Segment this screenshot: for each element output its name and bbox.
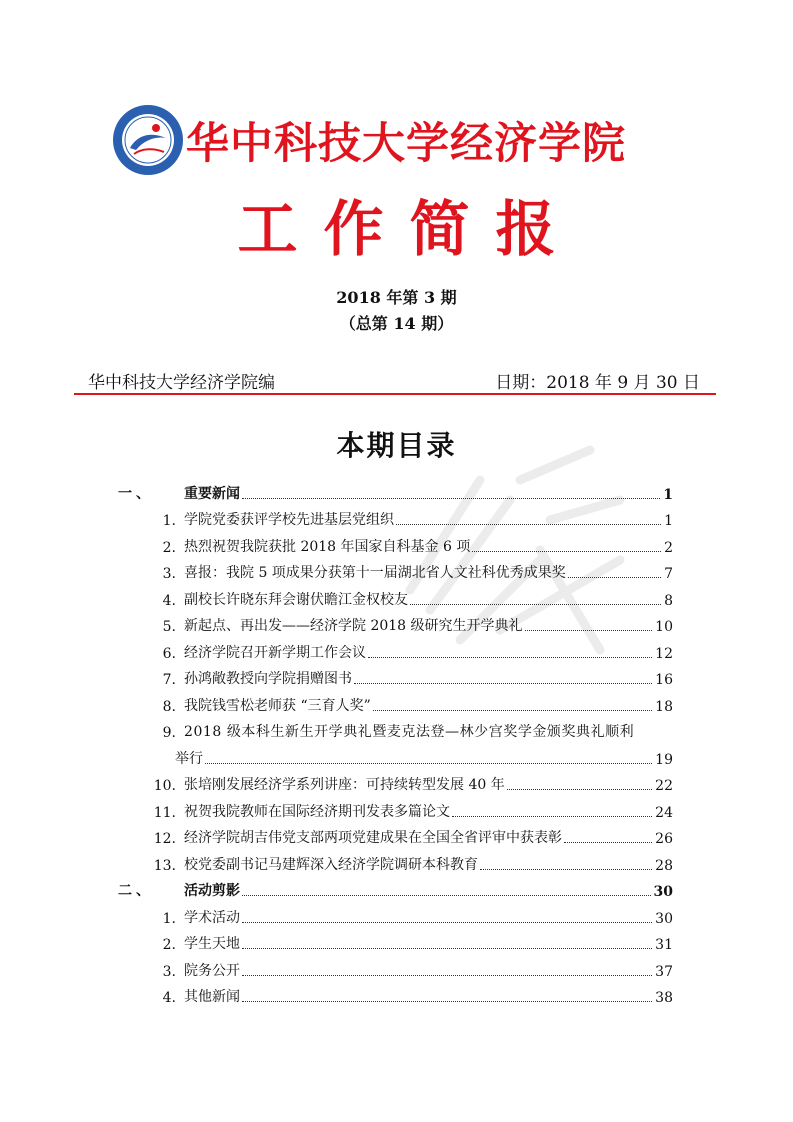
item-label: 学院党委获评学校先进基层党组织 (184, 512, 394, 528)
item-number: 11. (153, 804, 176, 821)
page-number: 7 (664, 566, 673, 582)
page-number: 30 (653, 884, 673, 900)
dot-leader (452, 816, 652, 817)
dot-leader (568, 577, 661, 578)
dot-leader (396, 524, 661, 525)
item-label: 院务公开 (184, 962, 240, 979)
page-number: 31 (655, 937, 673, 953)
item-number: 2. (162, 937, 176, 953)
item-label: 喜报：我院 5 项成果分获第十一届湖北省人文社科优秀成果奖 (184, 565, 566, 581)
item-label: 其他新闻 (184, 989, 240, 1005)
toc-item[interactable] (118, 821, 673, 848)
item-number: 1. (162, 513, 176, 529)
toc-item[interactable] (118, 847, 673, 874)
dot-leader (373, 710, 652, 711)
item-number: 12. (153, 831, 176, 847)
table-of-contents (118, 476, 673, 1006)
page-number: 8 (664, 592, 673, 609)
dot-leader (472, 551, 661, 552)
item-number: 10. (153, 778, 176, 794)
page-number: 16 (655, 672, 673, 688)
dot-leader (242, 895, 651, 896)
item-number: 8. (162, 698, 176, 715)
item-number: 13. (153, 857, 176, 874)
page-number: 1 (663, 486, 673, 503)
dot-leader (242, 1001, 652, 1002)
publish-date: 日期：2018 年 9 月 30 日 (495, 373, 700, 393)
item-number: 1. (162, 910, 176, 927)
report-title: 工作简报 (237, 195, 582, 265)
toc-item[interactable] (118, 768, 673, 795)
toc-item-continued[interactable] (175, 741, 673, 768)
dot-leader (525, 630, 653, 631)
page-number: 10 (655, 619, 673, 635)
dot-leader (205, 763, 652, 764)
issue-number: 2018 年第 3 期 (336, 288, 457, 307)
item-label: 2018 级本科生新生开学典礼暨麦克法登—林少宫奖学金颁奖典礼顺利 (184, 724, 635, 740)
item-label: 学生天地 (184, 936, 240, 952)
item-label-continued: 举行 (175, 750, 203, 767)
item-number: 5. (162, 619, 176, 635)
toc-item[interactable] (118, 927, 673, 954)
item-number: 6. (162, 645, 176, 662)
toc-item[interactable] (118, 609, 673, 636)
dot-leader (354, 683, 652, 684)
item-label: 孙鸿敞教授向学院捐赠图书 (184, 671, 352, 687)
dot-leader (368, 657, 652, 658)
page-number: 19 (655, 751, 673, 768)
toc-item[interactable] (118, 635, 673, 662)
issue-total: （总第 14 期） (339, 314, 454, 333)
school-logo-icon (112, 104, 184, 176)
page-number: 1 (664, 513, 673, 529)
toc-title: 本期目录 (336, 429, 457, 462)
section-label: 重要新闻 (184, 485, 240, 502)
item-label: 校党委副书记马建辉深入经济学院调研本科教育 (184, 856, 478, 873)
dot-leader (242, 975, 652, 976)
item-number: 3. (162, 963, 176, 980)
dot-leader (242, 922, 652, 923)
item-label: 祝贺我院教师在国际经济期刊发表多篇论文 (184, 803, 450, 820)
item-label: 新起点、再出发——经济学院 2018 级研究生开学典礼 (184, 618, 523, 634)
dot-leader (480, 869, 652, 870)
toc-item[interactable] (118, 715, 673, 742)
item-number: 7. (162, 672, 176, 688)
page-number: 2 (664, 539, 673, 556)
page-number: 37 (655, 963, 673, 980)
toc-item[interactable] (118, 503, 673, 530)
toc-item[interactable] (118, 582, 673, 609)
item-label: 张培刚发展经济学系列讲座：可持续转型发展 40 年 (184, 777, 505, 793)
section-label: 活动剪影 (184, 883, 240, 899)
section-number: 一、 (118, 485, 154, 502)
page-number: 12 (655, 645, 673, 662)
dot-leader (242, 948, 652, 949)
dot-leader (242, 498, 660, 499)
page-number: 28 (655, 857, 673, 874)
school-title: 华中科技大学经济学院 (186, 119, 626, 169)
item-number: 9. (162, 725, 176, 741)
toc-item[interactable] (118, 794, 673, 821)
page-number: 38 (655, 990, 673, 1006)
page-number: 22 (655, 778, 673, 794)
toc-item[interactable] (118, 900, 673, 927)
item-number: 3. (162, 566, 176, 582)
item-label: 热烈祝贺我院获批 2018 年国家自科基金 6 项 (184, 538, 471, 555)
item-number: 4. (162, 592, 176, 609)
toc-item[interactable] (118, 688, 673, 715)
item-label: 副校长许晓东拜会谢伏瞻江金权校友 (184, 591, 408, 608)
dot-leader (410, 604, 661, 605)
toc-item[interactable] (118, 980, 673, 1007)
item-label: 学术活动 (184, 909, 240, 926)
section-number: 二、 (118, 883, 154, 899)
dot-leader (564, 842, 652, 843)
item-number: 4. (162, 990, 176, 1006)
toc-section-2[interactable] (118, 874, 673, 901)
toc-item[interactable] (118, 556, 673, 583)
page-number: 26 (655, 831, 673, 847)
page-number: 30 (655, 910, 673, 927)
report-header (0, 0, 793, 400)
dot-leader (507, 789, 652, 790)
toc-item[interactable] (118, 662, 673, 689)
toc-item[interactable] (118, 529, 673, 556)
page-number: 18 (655, 698, 673, 715)
toc-section-1[interactable] (118, 476, 673, 503)
item-number: 2. (162, 539, 176, 556)
page-number: 24 (655, 804, 673, 821)
toc-item[interactable] (118, 953, 673, 980)
item-label: 我院钱雪松老师获 “三育人奖” (184, 697, 371, 714)
item-label: 经济学院召开新学期工作会议 (184, 644, 366, 661)
header-divider (74, 393, 716, 395)
item-label: 经济学院胡吉伟党支部两项党建成果在全国全省评审中获表彰 (184, 830, 562, 846)
editor-line: 华中科技大学经济学院编 (88, 373, 275, 393)
